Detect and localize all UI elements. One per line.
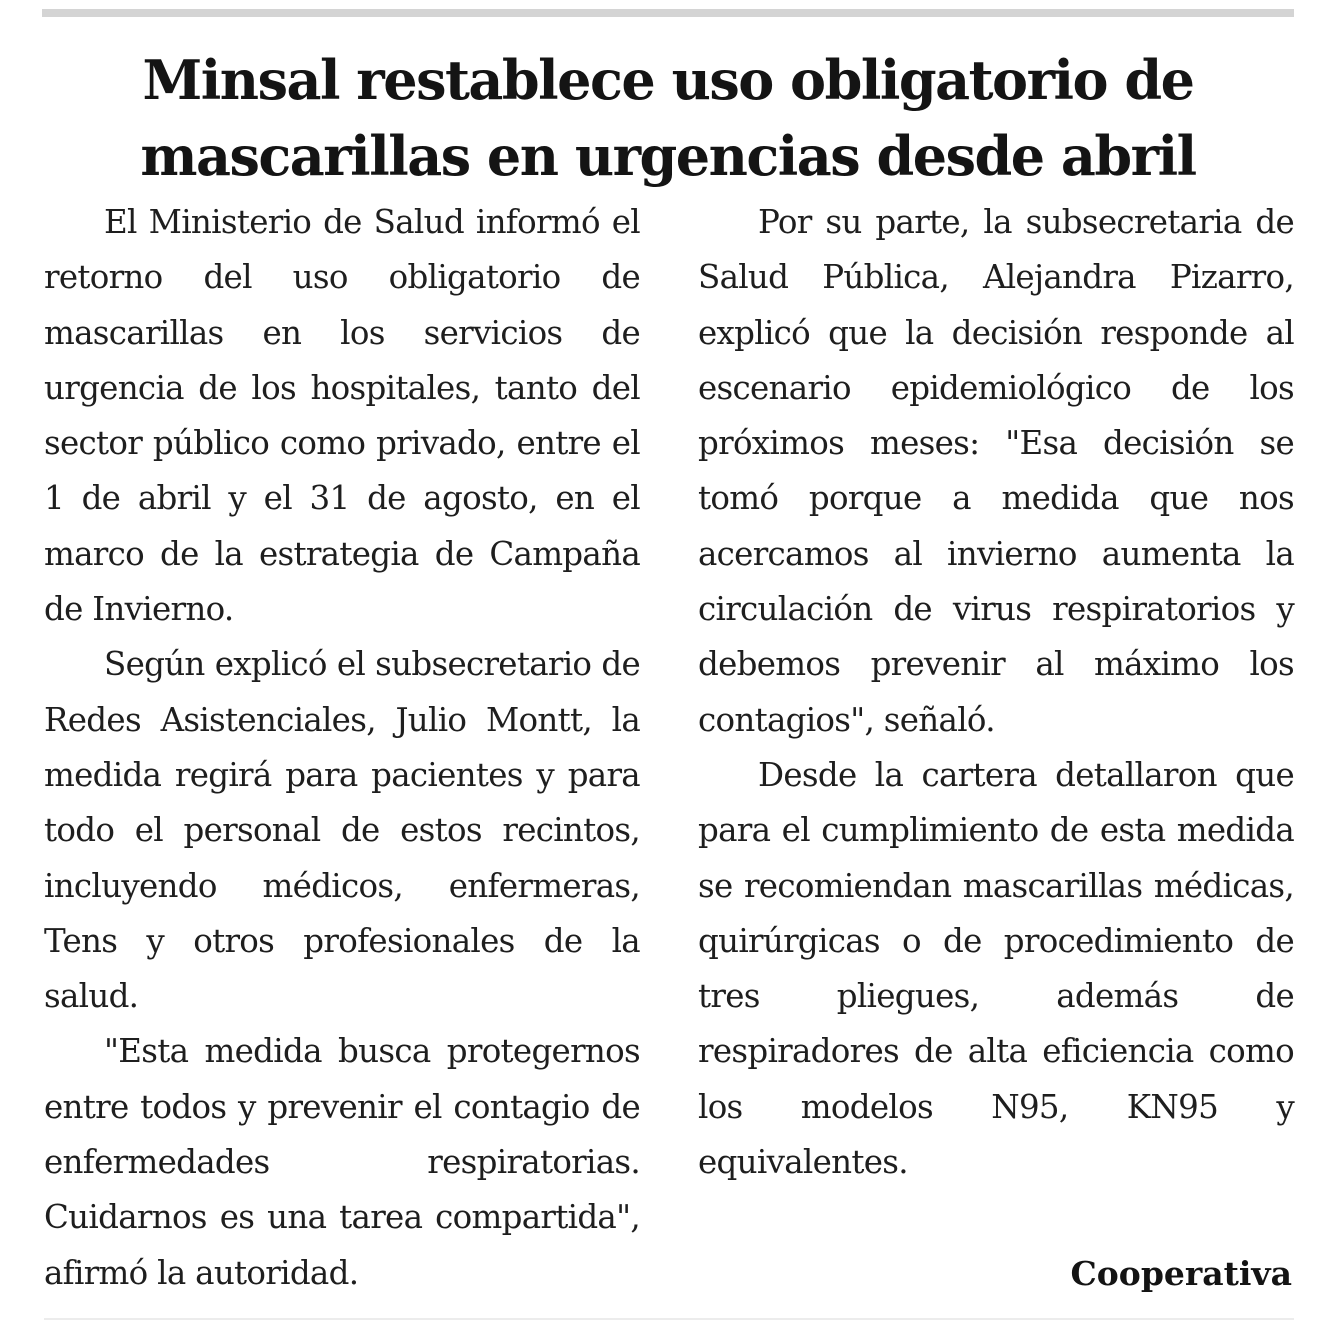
bottom-divider: [44, 1318, 1294, 1320]
source-credit: Cooperativa: [1070, 1254, 1292, 1293]
right-column: [698, 195, 1294, 1190]
top-divider: [42, 9, 1294, 17]
headline-line-1: Minsal restablece uso obligatorio de: [142, 48, 1194, 112]
left-column: [44, 195, 640, 1301]
headline-line-2: mascarillas en urgencias desde abril: [140, 124, 1196, 188]
paragraph-3: "Esta medida busca protegernos entre todos y prevenir el contagio de enfermedades respiratorias. Cuidarnos es una tarea compartida", afirmó la autoridad.: [44, 1032, 640, 1292]
paragraph-2: Según explicó el subsecretario de Redes Asistenciales, Julio Montt, la medida regirá para pacientes y para todo el personal de estos recintos, incluyendo médicos, enfermeras, Tens y otros profesionales de la salud.: [44, 645, 640, 1016]
paragraph-4: Por su parte, la subsecretaria de Salud Pública, Alejandra Pizarro, explicó que la decisión responde al escenario epidemiológico de los próximos meses: "Esa decisión se tomó porque a medida que nos acercamos al invierno aumenta la circulación de virus respiratorios y debemos prevenir al máximo los contagios", señaló.: [698, 203, 1294, 739]
article-headline: [40, 42, 1296, 194]
paragraph-1: El Ministerio de Salud informó el retorno del uso obligatorio de mascarillas en los servicios de urgencia de los hospitales, tanto del sector público como privado, entre el 1 de abril y el 31 de agosto, en el marco de la estrategia de Campaña de Invierno.: [44, 203, 640, 629]
paragraph-5: Desde la cartera detallaron que para el cumplimiento de esta medida se recomiendan mascarillas médicas, quirúrgicas o de procedimiento de tres pliegues, además de respiradores de alta eficiencia como los modelos N95, KN95 y equivalentes.: [698, 755, 1294, 1182]
